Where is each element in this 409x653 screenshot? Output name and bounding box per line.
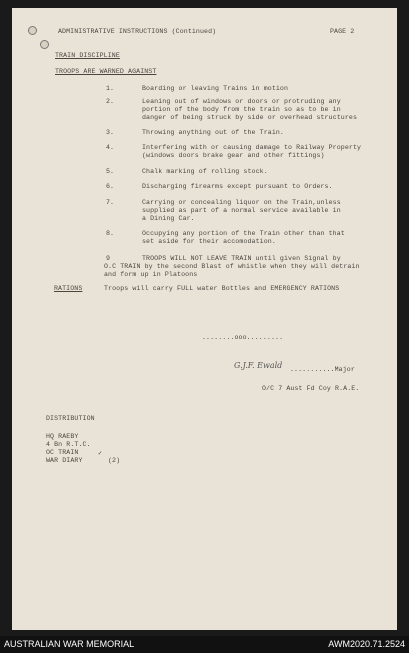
item-text: Discharging firearms except pursuant to Orders. xyxy=(142,183,333,190)
footer-accession-number: AWM2020.71.2524 xyxy=(328,639,405,649)
item-text: Carrying or concealing liquor on the Train,unless xyxy=(142,199,341,206)
item-text: (windows doors brake gear and other fittings) xyxy=(142,152,325,159)
item-text: Leaning out of windows or doors or protruding any xyxy=(142,98,341,105)
item-text: Throwing anything out of the Train. xyxy=(142,129,284,136)
document-title: ADMINISTRATIVE INSTRUCTIONS (Continued) xyxy=(58,28,217,35)
item-text: danger of being struck by side or overhead structures xyxy=(142,114,358,121)
item-text: O.C TRAIN by the second Blast of whistle when they will detrain xyxy=(104,263,360,270)
distribution-line: 4 Bn R.T.C. xyxy=(46,441,91,448)
item-number: 7. xyxy=(106,199,114,206)
distribution-heading: DISTRIBUTION xyxy=(46,415,95,422)
rations-label: RATIONS xyxy=(54,285,83,292)
punch-hole-bottom xyxy=(40,40,49,49)
distribution-count: (2) xyxy=(108,457,121,464)
item-number: 6. xyxy=(106,183,114,190)
warning-line: TROOPS ARE WARNED AGAINST xyxy=(55,68,157,75)
item-text: and form up in Platoons xyxy=(104,271,198,278)
separator-line: ........ooo......... xyxy=(202,334,284,341)
punch-hole-top xyxy=(28,26,37,35)
item-text: Interfering with or causing damage to Railway Property xyxy=(142,144,362,151)
item-text: a Dining Car. xyxy=(142,215,195,222)
item-text: TROOPS WILL NOT LEAVE TRAIN until given Signal by xyxy=(142,255,341,262)
item-number: 8. xyxy=(106,230,114,237)
item-number: 1. xyxy=(106,85,114,92)
signature-unit: O/C 7 Aust Fd Coy R.A.E. xyxy=(262,385,360,392)
item-text: Occupying any portion of the Train other than that xyxy=(142,230,345,237)
page-number: PAGE 2 xyxy=(330,28,355,35)
item-number: 5. xyxy=(106,168,114,175)
item-text: Chalk marking of rolling stock. xyxy=(142,168,268,175)
signature-rank: ...........Major xyxy=(290,366,355,373)
distribution-line: OC TRAIN xyxy=(46,449,79,456)
archive-footer xyxy=(0,636,409,653)
document-page xyxy=(12,8,397,630)
item-number: 9 xyxy=(106,255,110,262)
rations-text: Troops will carry FULL water Bottles and EMERGENCY RATIONS xyxy=(104,285,340,292)
section-heading: TRAIN DISCIPLINE xyxy=(55,52,120,59)
distribution-line: HQ RAEBY xyxy=(46,433,79,440)
item-number: 4. xyxy=(106,144,114,151)
item-number: 3. xyxy=(106,129,114,136)
item-text: Boarding or leaving Trains in motion xyxy=(142,85,289,92)
distribution-line: WAR DIARY xyxy=(46,457,83,464)
footer-institution: AUSTRALIAN WAR MEMORIAL xyxy=(4,639,135,649)
item-number: 2. xyxy=(106,98,114,105)
handwritten-signature: G.J.F. Ewald xyxy=(234,361,283,370)
check-mark: ✓ xyxy=(98,450,103,457)
item-text: supplied as part of a normal service available in xyxy=(142,207,341,214)
item-text: portion of the body from the train so as to be in xyxy=(142,106,341,113)
item-text: set aside for their accomodation. xyxy=(142,238,276,245)
